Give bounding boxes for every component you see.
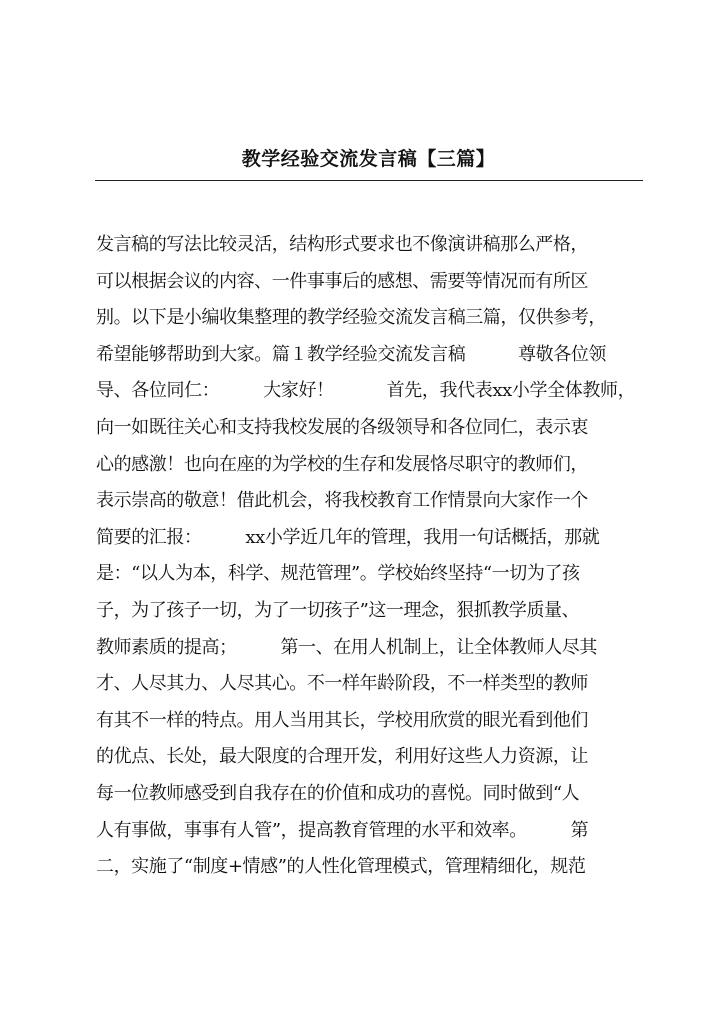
body-text-line: 简要的汇报： xx小学近几年的管理，我用一句话概括，那就 xyxy=(96,526,600,548)
body-text-line: 别。以下是小编收集整理的教学经验交流发言稿三篇，仅供参考， xyxy=(96,307,606,329)
body-text-line: 教师素质的提高； 第一、在用人机制上，让全体教师人尽其 xyxy=(96,636,597,658)
body-text-line: 心的感激！也向在座的为学校的生存和发展恪尽职守的教师们， xyxy=(96,453,588,475)
document-body xyxy=(96,227,656,886)
body-text-line: 二，实施了“制度+情感”的人性化管理模式，管理精细化，规范 xyxy=(96,856,586,878)
body-text-line: 才、人尽其力、人尽其心。不一样年龄阶段，不一样类型的教师 xyxy=(96,673,588,695)
body-text-line: 发言稿的写法比较灵活，结构形式要求也不像演讲稿那么严格， xyxy=(96,234,588,255)
body-text-line: 向一如既往关心和支持我校发展的各级领导和各位同仁，表示衷 xyxy=(96,416,588,438)
body-text-line: 是：“以人为本，科学、规范管理”。学校始终坚持“一切为了孩 xyxy=(96,563,580,585)
body-text-line: 有其不一样的特点。用人当用其长，学校用欣赏的眼光看到他们 xyxy=(96,709,588,731)
body-text-line: 导、各位同仁： 大家好！ 首先，我代表xx小学全体教师， xyxy=(96,380,636,402)
document-title: 教学经验交流发言稿【三篇】 xyxy=(241,148,496,170)
title-underline xyxy=(95,180,643,181)
body-text-line: 希望能够帮助到大家。篇１教学经验交流发言稿 尊敬各位领 xyxy=(96,343,606,365)
body-text-line: 子，为了孩子一切，为了一切孩子”这一理念，狠抓教学质量、 xyxy=(96,599,580,621)
body-text-line: 每一位教师感受到自我存在的价值和成功的喜悦。同时做到“人 xyxy=(96,782,580,804)
body-text-line: 的优点、长处，最大限度的合理开发，利用好这些人力资源，让 xyxy=(96,746,588,768)
body-text-line: 人有事做，事事有人管”，提高教育管理的水平和效率。 第 xyxy=(96,819,589,841)
body-text-line: 表示崇高的敬意！借此机会，将我校教育工作情景向大家作一个 xyxy=(96,490,588,512)
body-text-line: 可以根据会议的内容、一件事事后的感想、需要等情况而有所区 xyxy=(96,270,588,292)
